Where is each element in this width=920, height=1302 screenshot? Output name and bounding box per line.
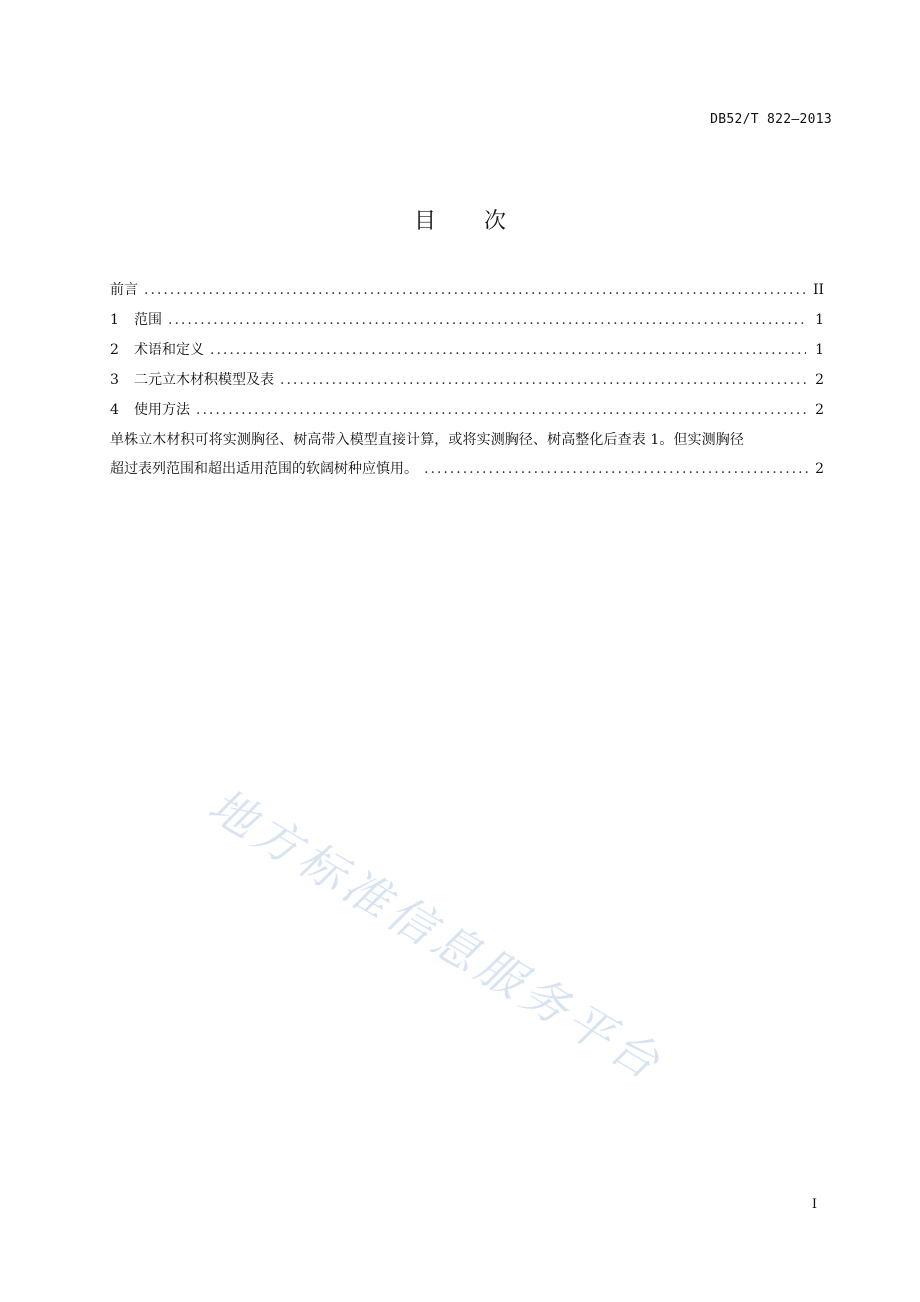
- toc-entry-label: 术语和定义: [134, 342, 204, 358]
- toc-entry-number: 2: [110, 342, 119, 358]
- toc-entry-number: 1: [110, 312, 119, 328]
- toc-entry-paragraph[interactable]: [110, 429, 824, 478]
- toc-entry-scope[interactable]: [110, 309, 824, 339]
- toc-entry-page: 1: [815, 342, 824, 358]
- toc-leader-dots: [144, 282, 806, 298]
- toc-entry-page: 2: [815, 461, 824, 477]
- toc-entry-preface[interactable]: [110, 279, 824, 309]
- toc-entry-terms[interactable]: [110, 339, 824, 369]
- toc-entry-usage[interactable]: [110, 399, 824, 429]
- toc-entry-label: 前言: [110, 282, 138, 298]
- toc-entry-page: 2: [815, 372, 824, 388]
- toc-entry-label: 范围: [134, 312, 162, 328]
- toc-entry-number: 4: [110, 402, 119, 418]
- table-of-contents: [110, 279, 824, 478]
- page-number: I: [811, 1197, 817, 1212]
- toc-entry-label: 二元立木材积模型及表: [134, 372, 274, 388]
- toc-entry-number: 3: [110, 372, 119, 388]
- toc-paragraph-line-1: 单株立木材积可将实测胸径、树高带入模型直接计算，或将实测胸径、树高整化后查表 1。但实测胸径: [110, 432, 744, 448]
- document-code: DB52/T 822—2013: [710, 112, 832, 127]
- watermark: 地方标准信息服务平台: [199, 777, 674, 1092]
- toc-entry-page: II: [812, 282, 824, 298]
- toc-title: [0, 204, 920, 235]
- toc-entry-page: 2: [815, 402, 824, 418]
- toc-leader-dots: [424, 461, 809, 477]
- toc-entry-models[interactable]: [110, 369, 824, 399]
- toc-entry-label: 使用方法: [134, 402, 190, 418]
- toc-leader-dots: [210, 342, 806, 358]
- toc-title-char-2: 次: [484, 209, 507, 234]
- toc-title-char-1: 目: [413, 209, 436, 234]
- toc-leader-dots: [280, 372, 806, 388]
- toc-leader-dots: [168, 312, 806, 328]
- toc-leader-dots: [196, 402, 806, 418]
- toc-paragraph-line-2: 超过表列范围和超出适用范围的软阔树种应慎用。: [110, 461, 418, 477]
- toc-entry-page: 1: [815, 312, 824, 328]
